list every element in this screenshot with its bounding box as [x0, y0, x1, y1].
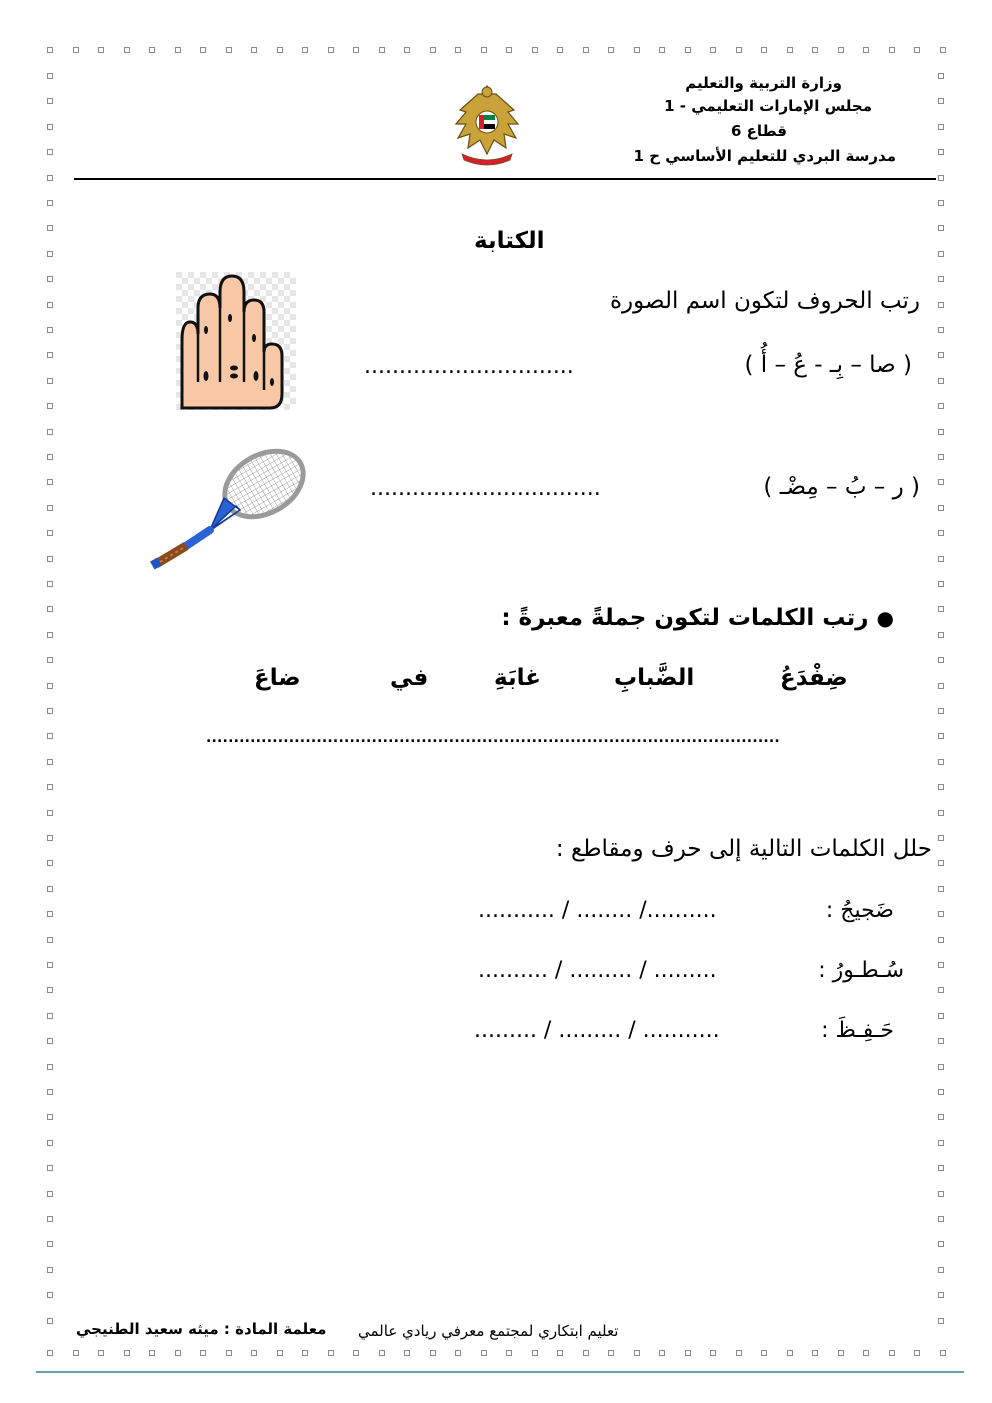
border-square	[47, 1140, 53, 1146]
border-square	[98, 1350, 104, 1356]
border-square	[404, 47, 410, 53]
border-square	[938, 759, 944, 765]
page-title: الكتابة	[474, 228, 545, 254]
border-square	[685, 1350, 691, 1356]
border-square	[938, 505, 944, 511]
border-square	[353, 47, 359, 53]
border-square	[149, 47, 155, 53]
border-square	[481, 1350, 487, 1356]
border-square	[938, 124, 944, 130]
border-square	[200, 1350, 206, 1356]
border-square	[710, 1350, 716, 1356]
border-square	[226, 47, 232, 53]
border-square	[379, 47, 385, 53]
border-square	[736, 47, 742, 53]
border-square	[277, 47, 283, 53]
analysis-blanks-3[interactable]: ......... / ......... / ...........	[474, 1018, 720, 1043]
border-square	[47, 1013, 53, 1019]
border-square	[47, 1114, 53, 1120]
border-square	[812, 1350, 818, 1356]
border-square	[47, 1064, 53, 1070]
border-square	[938, 1013, 944, 1019]
header-sector: قطاع 6	[731, 122, 787, 140]
bullet-icon: ●	[876, 606, 894, 630]
border-square	[938, 987, 944, 993]
border-square	[634, 1350, 640, 1356]
border-square	[506, 1350, 512, 1356]
border-square	[47, 657, 53, 663]
border-square	[761, 1350, 767, 1356]
border-square	[938, 302, 944, 308]
border-square	[47, 1241, 53, 1247]
border-square	[47, 683, 53, 689]
border-square	[938, 98, 944, 104]
border-square	[889, 1350, 895, 1356]
q1-letters: ( صا – بِـ - عُ – أُ )	[744, 352, 912, 378]
border-square	[47, 1318, 53, 1324]
border-square	[226, 1350, 232, 1356]
border-square	[863, 47, 869, 53]
border-square	[710, 47, 716, 53]
border-square	[938, 708, 944, 714]
border-square	[47, 810, 53, 816]
border-square	[47, 784, 53, 790]
border-square	[938, 683, 944, 689]
border-square	[938, 810, 944, 816]
border-square	[938, 73, 944, 79]
border-square	[302, 1350, 308, 1356]
sentence-answer-line[interactable]: ........................................................................................................	[206, 730, 780, 746]
border-square	[938, 1191, 944, 1197]
border-square	[838, 47, 844, 53]
border-square	[914, 47, 920, 53]
uae-emblem-icon	[452, 80, 522, 166]
border-square	[47, 378, 53, 384]
border-square	[685, 47, 691, 53]
border-square	[124, 1350, 130, 1356]
border-square	[47, 200, 53, 206]
border-square	[47, 454, 53, 460]
analysis-blanks-1[interactable]: ........... / ........ /..........	[478, 898, 717, 923]
border-square	[47, 251, 53, 257]
border-square	[938, 1089, 944, 1095]
border-square	[47, 276, 53, 282]
border-square	[47, 505, 53, 511]
border-square	[557, 47, 563, 53]
border-square	[47, 327, 53, 333]
border-square	[938, 606, 944, 612]
border-square	[938, 1241, 944, 1247]
border-square	[430, 47, 436, 53]
border-square	[47, 1165, 53, 1171]
border-square	[938, 1140, 944, 1146]
border-square	[47, 987, 53, 993]
section3-instruction: حلل الكلمات التالية إلى حرف ومقاطع :	[555, 836, 932, 862]
q2-letters: ( ر – بُ – مِضْـ )	[763, 474, 920, 500]
q2-answer-line[interactable]: .................................	[370, 476, 601, 501]
border-square	[736, 1350, 742, 1356]
footer-teacher: معلمة المادة : ميثه سعيد الطنيجي	[76, 1320, 327, 1338]
border-square	[251, 47, 257, 53]
border-square	[761, 47, 767, 53]
border-square	[938, 530, 944, 536]
border-square	[938, 276, 944, 282]
border-square	[812, 47, 818, 53]
word-4: في	[390, 665, 429, 691]
border-square	[277, 1350, 283, 1356]
border-square	[47, 962, 53, 968]
border-square	[47, 1292, 53, 1298]
border-square	[47, 98, 53, 104]
bottom-rule	[36, 1371, 964, 1373]
header-council: مجلس الإمارات التعليمي - 1	[664, 97, 872, 115]
border-square	[124, 47, 130, 53]
border-square	[938, 962, 944, 968]
border-square	[787, 47, 793, 53]
border-square	[175, 1350, 181, 1356]
border-square	[47, 429, 53, 435]
border-square	[47, 733, 53, 739]
border-square	[938, 149, 944, 155]
border-square	[47, 937, 53, 943]
tennis-racket-icon	[150, 446, 312, 570]
analysis-word-1: ضَجيجُ :	[825, 898, 894, 923]
word-2: الضَّبابِ	[614, 665, 695, 691]
border-square	[47, 759, 53, 765]
border-square	[938, 225, 944, 231]
border-square	[430, 1350, 436, 1356]
border-square	[47, 606, 53, 612]
header-divider	[74, 178, 936, 180]
border-square	[938, 1114, 944, 1120]
border-square	[47, 225, 53, 231]
header-ministry: وزارة التربية والتعليم	[685, 74, 842, 92]
border-square	[938, 1267, 944, 1273]
border-square	[938, 911, 944, 917]
border-square	[634, 47, 640, 53]
word-1: ضِفْدَعُ	[780, 665, 848, 691]
border-square	[47, 149, 53, 155]
border-square	[608, 1350, 614, 1356]
border-square	[47, 530, 53, 536]
section2-instruction	[501, 605, 894, 631]
border-square	[938, 429, 944, 435]
border-square	[47, 1089, 53, 1095]
section1-instruction: رتب الحروف لتكون اسم الصورة	[610, 288, 920, 314]
border-square	[838, 1350, 844, 1356]
border-square	[149, 1350, 155, 1356]
border-square	[938, 200, 944, 206]
border-square	[938, 479, 944, 485]
border-square	[787, 1350, 793, 1356]
border-square	[938, 784, 944, 790]
border-square	[938, 1216, 944, 1222]
border-square	[938, 556, 944, 562]
border-square	[506, 47, 512, 53]
border-square	[938, 937, 944, 943]
border-square	[889, 47, 895, 53]
border-square	[404, 1350, 410, 1356]
footer-slogan: تعليم ابتكاري لمجتمع معرفي ريادي عالمي	[358, 1322, 619, 1340]
border-square	[175, 47, 181, 53]
border-square	[914, 1350, 920, 1356]
border-square	[47, 479, 53, 485]
border-square	[557, 1350, 563, 1356]
analysis-word-2: سُـطـورُ :	[818, 958, 904, 983]
border-square	[455, 1350, 461, 1356]
border-square	[47, 1216, 53, 1222]
border-square	[73, 1350, 79, 1356]
border-square	[47, 708, 53, 714]
border-square	[938, 175, 944, 181]
border-square	[940, 47, 946, 53]
border-square	[47, 352, 53, 358]
border-square	[302, 47, 308, 53]
border-square	[938, 657, 944, 663]
border-square	[47, 73, 53, 79]
border-square	[938, 1165, 944, 1171]
border-square	[47, 1350, 53, 1356]
border-square	[481, 47, 487, 53]
border-square	[938, 886, 944, 892]
border-square	[532, 47, 538, 53]
analysis-word-3: حَـفِـظَ :	[821, 1018, 894, 1043]
border-square	[47, 1191, 53, 1197]
border-square	[47, 581, 53, 587]
border-square	[938, 835, 944, 841]
border-square	[73, 47, 79, 53]
border-square	[938, 1038, 944, 1044]
border-square	[47, 835, 53, 841]
header-school: مدرسة البردي للتعليم الأساسي ح 1	[633, 147, 896, 165]
q1-answer-line[interactable]: ..............................	[364, 354, 574, 379]
border-square	[455, 47, 461, 53]
border-square	[200, 47, 206, 53]
border-square	[47, 1267, 53, 1273]
border-square	[328, 1350, 334, 1356]
border-square	[938, 733, 944, 739]
border-square	[47, 860, 53, 866]
border-square	[353, 1350, 359, 1356]
border-square	[47, 1038, 53, 1044]
border-square	[938, 327, 944, 333]
border-square	[938, 251, 944, 257]
border-square	[863, 1350, 869, 1356]
border-square	[47, 302, 53, 308]
border-square	[659, 47, 665, 53]
border-square	[47, 911, 53, 917]
border-square	[47, 886, 53, 892]
border-square	[47, 47, 53, 53]
border-square	[47, 124, 53, 130]
border-square	[47, 175, 53, 181]
border-square	[938, 1318, 944, 1324]
border-square	[583, 47, 589, 53]
border-square	[251, 1350, 257, 1356]
border-square	[98, 47, 104, 53]
fingers-icon	[176, 272, 296, 410]
border-square	[938, 1064, 944, 1070]
section2-instruction-text: رتب الكلمات لتكون جملةً معبرةً :	[501, 605, 869, 631]
border-square	[583, 1350, 589, 1356]
analysis-blanks-2[interactable]: .......... / ......... / .........	[478, 958, 717, 983]
border-square	[938, 352, 944, 358]
border-square	[532, 1350, 538, 1356]
border-square	[938, 1292, 944, 1298]
border-square	[47, 632, 53, 638]
border-square	[608, 47, 614, 53]
border-square	[938, 378, 944, 384]
border-square	[938, 632, 944, 638]
border-square	[328, 47, 334, 53]
border-square	[379, 1350, 385, 1356]
border-square	[47, 403, 53, 409]
word-3: غابَةِ	[494, 665, 541, 691]
border-square	[659, 1350, 665, 1356]
border-square	[938, 860, 944, 866]
border-square	[938, 403, 944, 409]
border-square	[47, 556, 53, 562]
border-square	[938, 581, 944, 587]
border-square	[938, 454, 944, 460]
word-5: ضاعَ	[254, 665, 301, 691]
border-square	[940, 1350, 946, 1356]
